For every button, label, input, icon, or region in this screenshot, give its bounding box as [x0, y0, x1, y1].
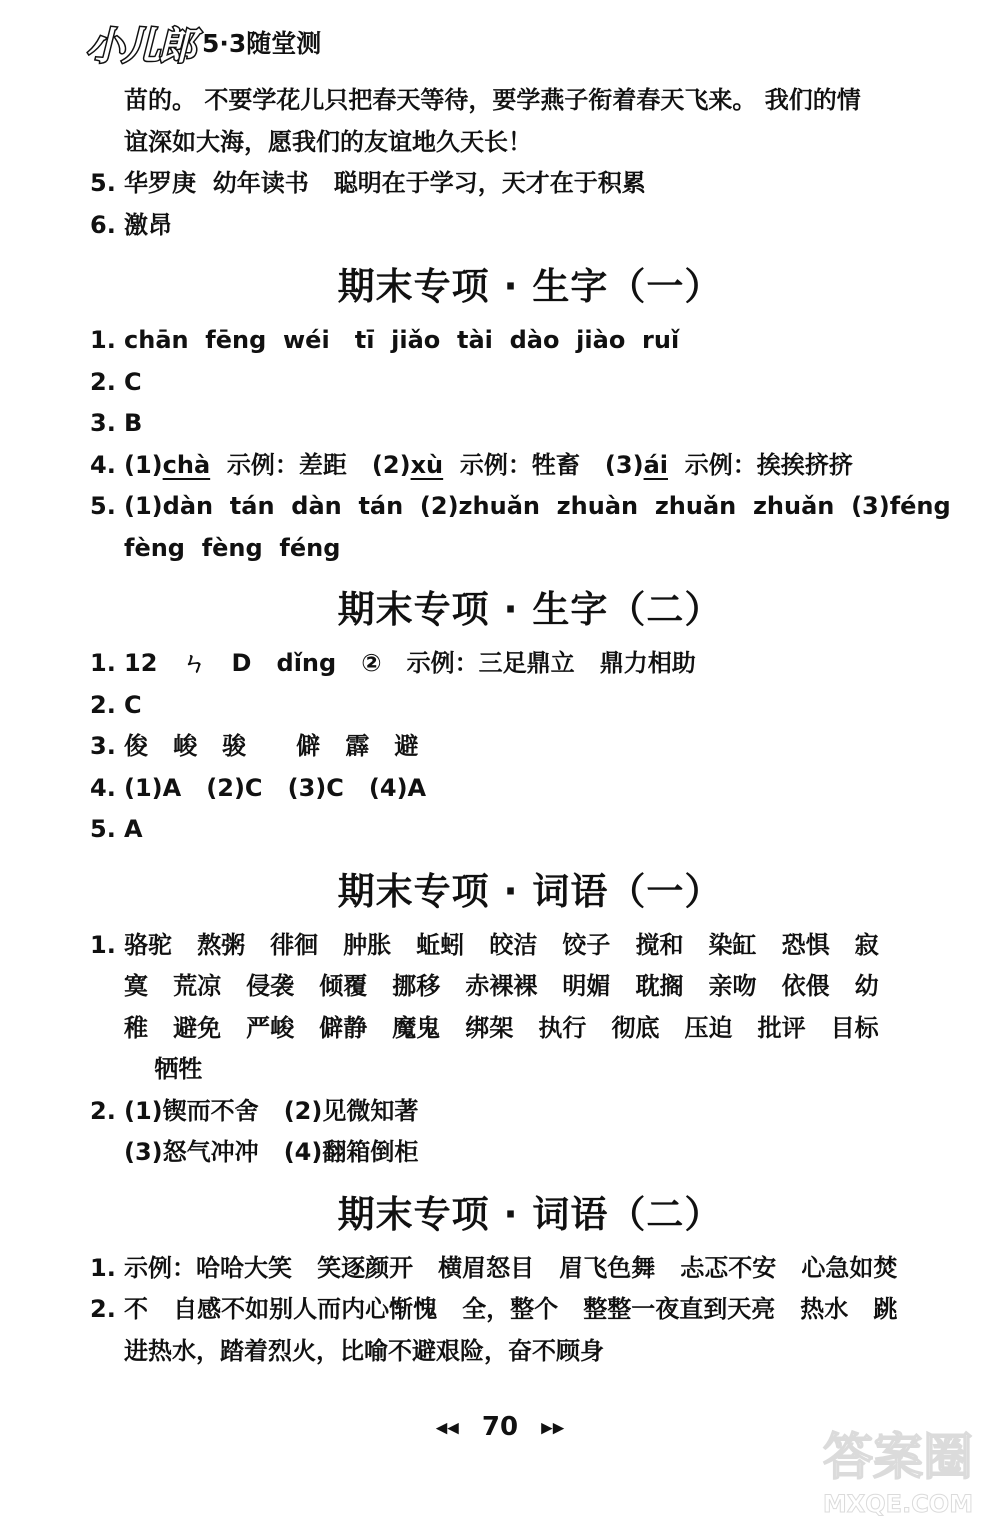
answer-text: 骆驼 熬粥 徘徊 肿胀 蚯蚓 皎洁 饺子 搅和 染缸 恐惧 寂: [124, 930, 879, 959]
watermark-logo: [808, 1412, 988, 1522]
answer-item: [90, 320, 970, 362]
answer-text: 牺牲: [146, 1055, 203, 1083]
watermark-text: 答案圈: [823, 1428, 973, 1486]
answer-item-continuation: [90, 1049, 970, 1091]
answer-item: [90, 1289, 970, 1331]
item-number: 4.: [90, 450, 116, 479]
answer-fragment: (1): [124, 450, 163, 479]
answer-fragment: 示例：挨挨挤挤: [668, 450, 853, 479]
answer-item-continuation: [90, 1008, 970, 1050]
item-number: 1.: [90, 326, 116, 354]
item-number: 2.: [90, 367, 116, 396]
answer-item-continuation: [90, 122, 970, 164]
answer-item: [90, 445, 970, 487]
answer-section: [90, 80, 970, 246]
answer-text: (3)怒气冲冲 (4)翻箱倒柜: [124, 1138, 419, 1166]
answer-item: [90, 205, 970, 247]
answer-text: 谊深如大海，愿我们的友谊地久天长！: [124, 127, 532, 156]
underlined-pinyin: chà: [162, 450, 211, 479]
item-number: 5.: [90, 492, 116, 520]
item-number: 2.: [90, 1295, 116, 1323]
prev-arrows-icon: ◀◀: [435, 1418, 459, 1437]
page-header: [86, 18, 321, 66]
answer-item: [90, 403, 970, 445]
answer-text: 12 ㄣ D dǐng ② 示例：三足鼎立 鼎力相助: [124, 649, 696, 677]
answer-content: [90, 80, 970, 1372]
answer-item: [90, 685, 970, 727]
answer-item-continuation: [90, 1132, 970, 1174]
item-number: 5.: [90, 815, 116, 843]
answer-item: [90, 768, 970, 810]
answer-text: C: [124, 690, 142, 719]
answer-item: [90, 163, 970, 205]
answer-item: [90, 726, 970, 768]
answer-text: (1)锲而不舍 (2)见微知著: [124, 1096, 419, 1125]
answer-text: 俊 峻 骏 僻 霹 避: [124, 732, 419, 760]
section-title: 期末专项 · 生字（一）: [337, 265, 723, 308]
answer-text: [124, 445, 970, 487]
answer-text: (1)A (2)C (3)C (4)A: [124, 773, 427, 802]
answer-item-continuation: [90, 966, 970, 1008]
answer-text: 稚 避免 严峻 僻静 魔鬼 绑架 执行 彻底 压迫 批评 目标: [124, 1013, 879, 1042]
item-number: 2.: [90, 690, 116, 719]
brand-subtitle: 5·3随堂测: [202, 29, 322, 58]
section-title: 期末专项 · 生字（二）: [337, 588, 723, 631]
answer-text: 不 自感不如别人而内心惭愧 全，整个 整整一夜直到天亮 热水 跳: [124, 1295, 898, 1323]
answer-text: A: [124, 815, 143, 843]
item-number: 3.: [90, 409, 116, 437]
underlined-pinyin: ái: [643, 450, 668, 479]
next-arrows-icon: ▶▶: [541, 1418, 565, 1437]
answer-text: (1)dàn tán dàn tán (2)zhuǎn zhuàn zhuǎn zhuǎn (3)féng: [124, 492, 951, 520]
answer-fragment: 示例：差距 (2): [210, 450, 411, 479]
answer-item: [90, 362, 970, 404]
answer-text: 苗的。 不要学花儿只把春天等待，要学燕子衔着春天飞来。 我们的情: [124, 86, 861, 114]
section-title: 期末专项 · 词语（一）: [337, 869, 723, 913]
answer-text: 示例：哈哈大笑 笑逐颜开 横眉怒目 眉飞色舞 忐忑不安 心急如焚: [124, 1253, 898, 1282]
answer-item: [90, 643, 970, 685]
answer-item: [90, 925, 970, 967]
answer-section: [90, 1174, 970, 1373]
answer-item: [90, 1248, 970, 1290]
item-number: 3.: [90, 732, 116, 760]
answer-text: fèng fèng féng: [124, 533, 341, 562]
answer-text: chān fēng wéi tī jiǎo tài dào jiào ruǐ: [124, 326, 680, 354]
item-number: 2.: [90, 1096, 116, 1125]
answer-item: [90, 80, 970, 122]
answer-text: 寞 荒凉 侵袭 倾覆 挪移 赤裸裸 明媚 耽搁 亲吻 依偎 幼: [124, 972, 879, 1000]
answer-item-continuation: [90, 1331, 970, 1373]
item-number: 6.: [90, 210, 116, 239]
answer-item: [90, 486, 970, 528]
page-number: 70: [481, 1412, 519, 1442]
answer-text: 进热水，踏着烈火，比喻不避艰险，奋不顾身: [124, 1336, 604, 1365]
answer-section: [90, 851, 970, 1174]
answer-section: [90, 246, 970, 569]
answer-text: C: [124, 367, 142, 396]
answer-section: [90, 569, 970, 851]
answer-text: 激昂: [124, 210, 172, 239]
answer-text: 华罗庚 幼年读书 聪明在于学习，天才在于积累: [124, 169, 646, 197]
section-title: 期末专项 · 词语（二）: [337, 1192, 723, 1236]
answer-item: [90, 809, 970, 851]
answer-item-continuation: [90, 528, 970, 570]
item-number: 5.: [90, 169, 116, 197]
item-number: 1.: [90, 649, 116, 677]
item-number: 4.: [90, 773, 116, 802]
item-number: 1.: [90, 1253, 116, 1282]
brand-logo: 小儿郎: [86, 23, 195, 68]
watermark-url: MXQE.COM: [822, 1490, 974, 1518]
answer-item: [90, 1091, 970, 1133]
underlined-pinyin: xù: [410, 450, 444, 479]
answer-fragment: 示例：牲畜 (3): [443, 450, 644, 479]
answer-text: B: [124, 409, 143, 437]
item-number: 1.: [90, 930, 116, 959]
